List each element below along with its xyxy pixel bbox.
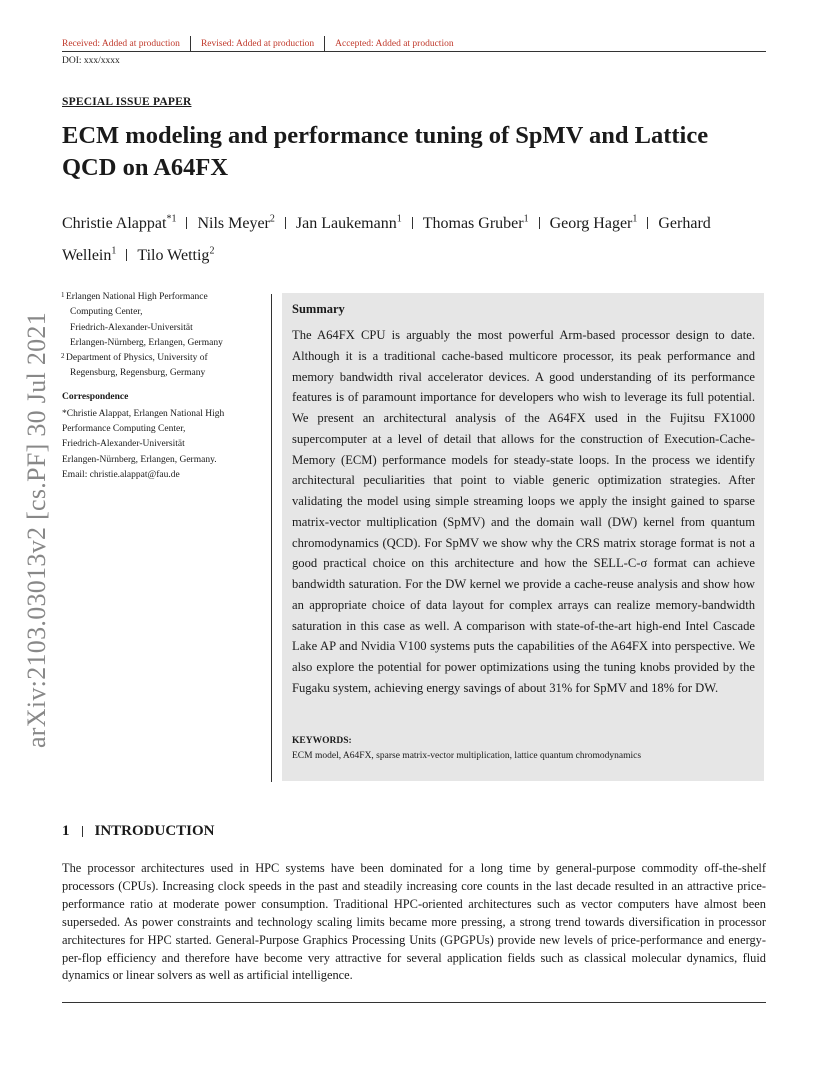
footer-rule bbox=[62, 1002, 766, 1003]
section-number: 1 bbox=[62, 823, 70, 839]
divider bbox=[186, 217, 187, 229]
intro-paragraph: The processor architectures used in HPC systems have been dominated for a long time by general-purpose commodity off-the-shelf processors (CPUs). Increasing clock speeds in the past and steadily increasing core counts in the last decade resulted in an attractive price-performance ratio at moderate power consumption. Traditional HPC-oriented architectures such as vector computers have almost been superseded. As power constraints and technology scaling limits became more pressing, a strong trend towards diversification in processor architectures for HPC started. General-Purpose Graphics Processing Units (GPGPUs) provide new levels of price-performance and energy-per-flop efficiency and therefore have become very attractive for several application fields such as classical molecular dynamics, fluid dynamics or linear solvers as well as artificial intelligence. bbox=[62, 861, 766, 983]
divider bbox=[82, 826, 83, 837]
author: Christie Alappat$^{*1}$ bbox=[62, 214, 177, 233]
accepted-date: Accepted: Added at production bbox=[335, 39, 454, 49]
divider bbox=[190, 36, 191, 52]
doi: DOI: xxx/xxxx bbox=[62, 56, 120, 66]
divider bbox=[647, 217, 648, 229]
header-rule bbox=[62, 51, 766, 52]
summary-text: The A64FX CPU is arguably the most powerful Arm-based processor design to date. Although it is a traditional cache-based multicore processor, its peak performance and memory bandwidth rival accelerator devices. A good understanding of its performance features is of paramount importance for developers who wish to leverage its full potential. We present an architectural analysis of the A64FX used in the Fujitsu FX1000 supercomputer at a level of detail that allows for the construction of Execution-Cache-Memory (ECM) performance models for steady-state loops. In the process we identify architectural peculiarities that point to viable generic optimization strategies. After validating the model using simple streaming loops we apply the insight gained to sparse matrix-vector multiplication (SpMV) and the domain wall (DW) kernel from quantum chromodynamics (QCD). For SpMV we show why the CRS matrix storage format is not a good practical choice on this architecture and how the SELL-C-σ format can achieve bandwidth saturation. For the DW kernel we provide a cache-reuse analysis and show how an appropriate choice of data layout for complex arrays can realize memory-bandwidth saturation in this case as well. A comparison with state-of-the-art high-end Intel Cascade Lake AP and Nvidia V100 systems puts the capabilities of the A64FX into perspective. We also explore the potential for power optimizations using the tuning knobs provided by the Fugaku system, achieving energy savings of about 31% for SpMV and 18% for DW. bbox=[292, 328, 755, 695]
received-date: Received: Added at production bbox=[62, 39, 180, 49]
correspondence-email: Email: christie.alappat@fau.de bbox=[62, 469, 180, 480]
author-list bbox=[62, 206, 762, 269]
affiliation-2: 2 Department of Physics, University of Regensburg, Regensburg, Germany bbox=[61, 352, 208, 379]
divider bbox=[324, 36, 325, 52]
author: Jan Laukemann$^1$ bbox=[295, 214, 402, 233]
section-title: INTRODUCTION bbox=[94, 823, 215, 839]
author: Nils Meyer$^2$ bbox=[197, 214, 275, 233]
correspondence-details: *Christie Alappat, Erlangen National High Performance Computing Center, Friedrich-Alexander-Universität Erlangen-Nürnberg, Erlangen, Germany. Email: christie.alappat@fau.de bbox=[62, 407, 267, 483]
author: Tilo Wettig$^2$ bbox=[137, 245, 215, 264]
arxiv-id: arXiv:2103.03013v2 [cs.PF] 30 Jul 2021 bbox=[22, 311, 51, 749]
revised-date: Revised: Added at production bbox=[200, 39, 315, 49]
author: Thomas Gruber$^1$ bbox=[422, 214, 529, 233]
summary-heading: Summary bbox=[292, 302, 345, 316]
arxiv-stamp bbox=[22, 295, 52, 765]
special-issue-label: SPECIAL ISSUE PAPER bbox=[62, 96, 192, 108]
keywords-heading: KEYWORDS: bbox=[292, 736, 352, 746]
keywords-text: ECM model, A64FX, sparse matrix-vector multiplication, lattice quantum chromodynamics bbox=[292, 751, 642, 761]
correspondence-heading: Correspondence bbox=[62, 392, 129, 402]
divider bbox=[412, 217, 413, 229]
column-divider bbox=[271, 294, 272, 782]
divider bbox=[126, 249, 127, 261]
affiliation-1: 1 Erlangen National High Performance Computing Center, Friedrich-Alexander-Universität Erlangen-Nürnberg, Erlangen, Germany bbox=[61, 291, 223, 348]
paper-title: ECM modeling and performance tuning of SpMV and Lattice QCD on A64FX bbox=[62, 122, 709, 181]
history-line bbox=[62, 36, 464, 52]
author: Georg Hager$^1$ bbox=[549, 214, 638, 233]
divider bbox=[539, 217, 540, 229]
affiliations bbox=[62, 290, 262, 382]
author: Gerhard Wellein$^1$ bbox=[62, 215, 711, 264]
section-heading bbox=[62, 823, 215, 840]
divider bbox=[285, 217, 286, 229]
